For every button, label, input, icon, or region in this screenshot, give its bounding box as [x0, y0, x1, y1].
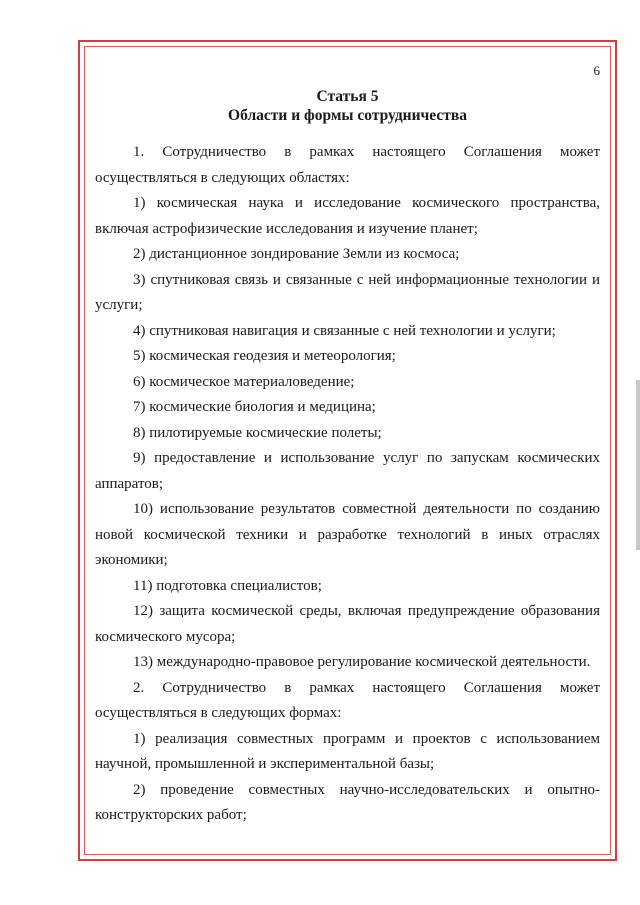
paragraph: 2. Сотрудничество в рамках настоящего Соглашения может осуществляться в следующих формах:	[95, 679, 600, 721]
article-title: Области и формы сотрудничества	[228, 107, 467, 124]
list-item: 2) дистанционное зондирование Земли из космоса;	[133, 246, 460, 262]
list-item: 10) использование результатов совместной деятельности по созданию новой космической техники и разработке технологий в иных отраслях экономики;	[95, 501, 600, 568]
list-item: 13) международно-правовое регулирование космической деятельности.	[133, 654, 591, 670]
list-item: 11) подготовка специалистов;	[133, 577, 322, 594]
article-heading	[90, 87, 605, 125]
article-body	[95, 140, 600, 829]
list-item: 6) космическое материаловедение;	[133, 373, 355, 390]
list-item: 4) спутниковая навигация и связанные с ней технологии и услуги;	[133, 322, 556, 339]
list-item: 7) космические биология и медицина;	[133, 399, 376, 415]
list-item: 3) спутниковая связь и связанные с ней информационные технологии и услуги;	[95, 271, 600, 313]
page-number: 6	[593, 63, 600, 78]
paragraph: 1. Сотрудничество в рамках настоящего Соглашения может осуществляться в следующих областях:	[95, 144, 600, 186]
list-item: 8) пилотируемые космические полеты;	[133, 424, 382, 441]
list-item: 5) космическая геодезия и метеорология;	[133, 348, 396, 364]
list-item: 9) предоставление и использование услуг по запускам космических аппаратов;	[95, 450, 600, 492]
list-item: 12) защита космической среды, включая предупреждение образования космического мусора;	[95, 603, 600, 645]
scan-edge-shadow	[636, 380, 640, 550]
list-item: 1) реализация совместных программ и проектов с использованием научной, промышленной и экспериментальной базы;	[95, 730, 600, 772]
list-item: 1) космическая наука и исследование космического пространства, включая астрофизические исследования и изучение планет;	[95, 195, 600, 237]
article-number: Статья 5	[316, 88, 379, 105]
list-item: 2) проведение совместных научно-исследовательских и опытно-конструкторских работ;	[95, 781, 600, 823]
